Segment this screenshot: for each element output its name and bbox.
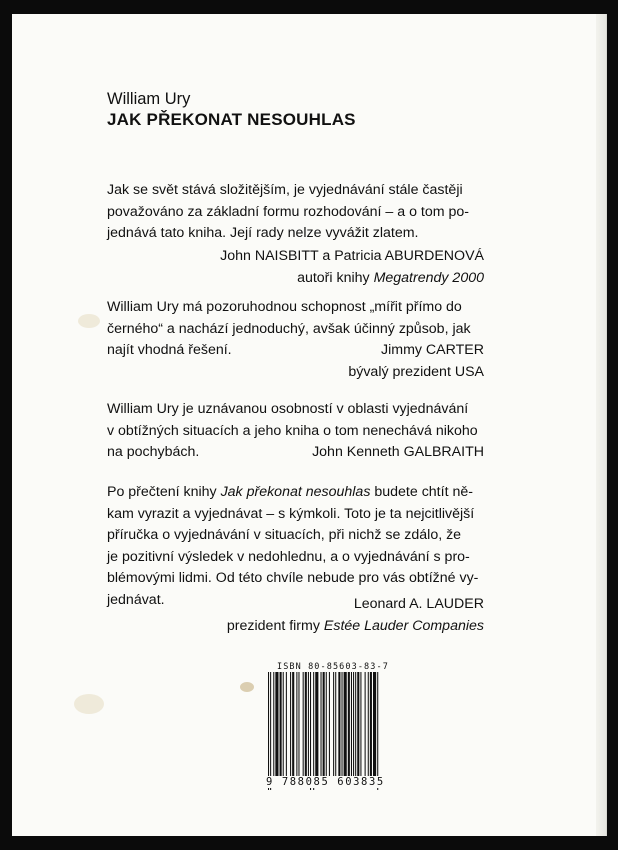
blurb-line: jednává tato kniha. Její rady nelze vyvážit zlatem.	[107, 225, 419, 241]
barcode-bar	[326, 672, 327, 776]
barcode-bar	[286, 672, 287, 776]
barcode-bar	[280, 672, 282, 776]
attribution-role: autoři knihy Megatrendy 2000	[297, 269, 484, 286]
barcode-bar	[283, 672, 284, 776]
barcode	[268, 672, 380, 790]
blurb-line: je pozitivní výsledek v nedohlednu, a o vyjednávání s pro-	[107, 548, 470, 565]
attribution-name: Leonard A. LAUDER	[353, 596, 484, 612]
book-author: William Ury	[107, 90, 191, 108]
barcode-bar	[321, 672, 322, 776]
blurb-1-attribution	[220, 246, 484, 289]
blurb-line: blémovými lidmi. Od této chvíle nebude pro vás obtížné vy-	[107, 570, 479, 586]
barcode-bar	[315, 672, 318, 776]
attribution-name: John NAISBITT a Patricia ABURDENOVÁ	[220, 248, 484, 264]
blurb-line: William Ury je uznávanou osobností v oblasti vyjednávání	[107, 401, 469, 417]
blurb-line: kam vyrazit a vyjednávat – s kýmkoli. Toto je ta nejcitlivější	[107, 505, 475, 522]
paper-stain	[78, 314, 100, 328]
blurb-line: Po přečtení knihy Jak překonat nesouhlas budete chtít ně-	[107, 484, 473, 500]
paper-stain	[74, 694, 104, 714]
barcode-bar	[273, 672, 274, 776]
barcode-number: 9 788085 603835	[266, 776, 385, 788]
barcode-bar	[351, 672, 352, 776]
barcode-bar	[290, 672, 291, 776]
blurb-1-text	[107, 180, 485, 245]
blurb-line: Jak se svět stává složitějším, je vyjednávání stále častěji	[107, 182, 463, 198]
barcode-bar	[270, 672, 271, 790]
barcode-bar	[338, 672, 340, 776]
isbn-label: ISBN 80-85603-83-7	[277, 662, 389, 672]
blurb-line: na pochybách.	[107, 444, 200, 460]
barcode-bar	[308, 672, 309, 776]
barcode-bar	[353, 672, 354, 776]
blurb-line: William Ury má pozoruhodnou schopnost „mířit přímo do	[107, 299, 462, 315]
barcode-bar	[370, 672, 372, 776]
barcode-bar	[344, 672, 347, 776]
barcode-bar	[355, 672, 356, 776]
barcode-bar	[357, 672, 359, 776]
barcode-bar	[360, 672, 361, 776]
barcode-bar	[368, 672, 369, 776]
blurb-3-attribution	[312, 442, 484, 464]
barcode-bar	[342, 672, 343, 776]
blurb-line: považováno za základní formu rozhodování – a o tom po-	[107, 203, 469, 220]
attribution-role: bývalý prezident USA	[348, 363, 484, 380]
barcode-bar	[348, 672, 350, 776]
barcode-bar	[335, 672, 336, 776]
barcode-bar	[329, 672, 330, 776]
blurb-4-text	[107, 482, 485, 611]
barcode-bar	[323, 672, 325, 776]
barcode-bar	[298, 672, 299, 776]
barcode-bar	[377, 672, 378, 790]
attribution-name: John Kenneth GALBRAITH	[312, 444, 484, 460]
barcode-bar	[303, 672, 304, 776]
blurb-line: najít vhodná řešení.	[107, 342, 232, 358]
barcode-bar	[305, 672, 307, 776]
barcode-bar	[275, 672, 278, 776]
barcode-bar	[373, 672, 376, 776]
blurb-line: příručka o vyjednávání v situacích, při nichž se zdálo, že	[107, 527, 462, 543]
barcode-bar	[333, 672, 334, 776]
blurb-line: v obtížných situacích a jeho kniha o tom nenechává nikoho	[107, 422, 478, 439]
barcode-bar	[313, 672, 314, 790]
barcode-bar	[296, 672, 297, 776]
book-title: JAK PŘEKONAT NESOUHLAS	[107, 110, 356, 129]
blurb-2-attribution	[348, 340, 484, 383]
barcode-bar	[268, 672, 269, 790]
barcode-bar	[365, 672, 366, 776]
paper-stain	[240, 682, 254, 692]
attribution-role: prezident firmy Estée Lauder Companies	[226, 617, 484, 634]
barcode-bar	[310, 672, 311, 790]
blurb-line: černého“ a nachází jednoduchý, avšak účinný způsob, jak	[107, 320, 471, 337]
blurb-4-attribution	[227, 594, 484, 637]
attribution-name: Jimmy CARTER	[381, 342, 484, 358]
barcode-bar	[292, 672, 294, 776]
blurb-line: jednávat.	[107, 591, 165, 608]
